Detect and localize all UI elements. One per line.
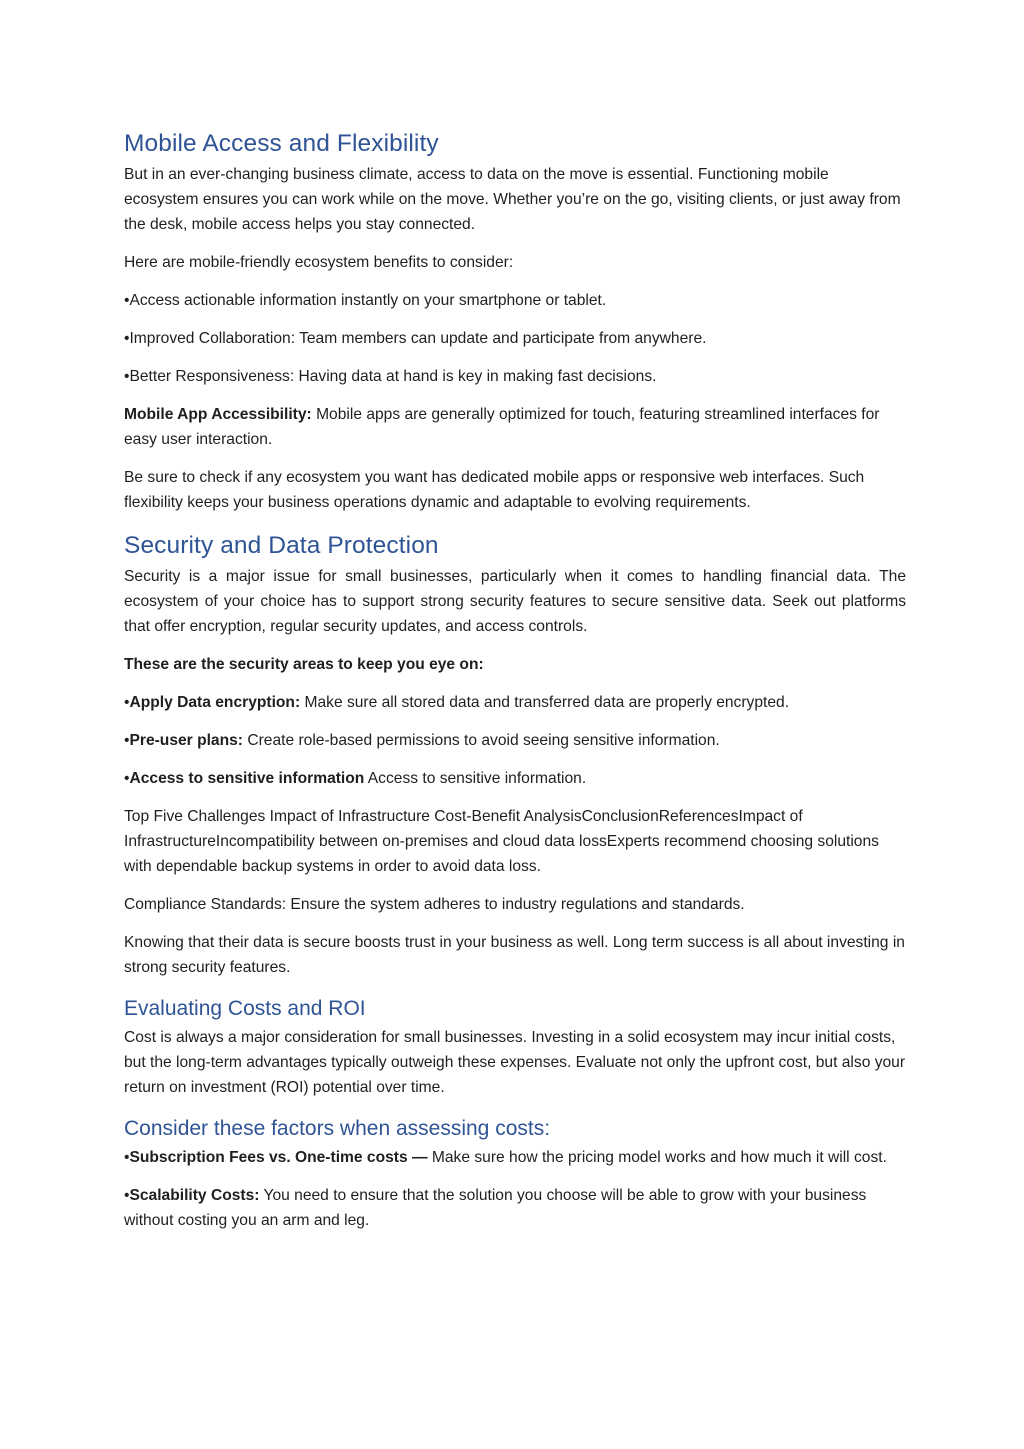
paragraph-costs-intro: Cost is always a major consideration for small businesses. Investing in a solid ecosystem may incur initial costs, but the long-term advantages typically outweigh these expenses. Evaluate not only the upfront cost, but also your return on investment (ROI) potential over time. (124, 1029, 906, 1096)
bullet-label: Subscription Fees vs. One-time costs — (129, 1149, 428, 1166)
bullet-text: Make sure how the pricing model works and how much it will cost. (427, 1149, 887, 1166)
security-lead-label: These are the security areas to keep you eye on: (124, 656, 484, 673)
bullet-label: Apply Data encryption: (129, 694, 301, 711)
paragraph-mobile-closing: Be sure to check if any ecosystem you want has dedicated mobile apps or responsive web interfaces. Such flexibility keeps your business operations dynamic and adaptable to evolving requirements. (124, 469, 865, 511)
bullet-text: Make sure all stored data and transferred data are properly encrypted. (300, 694, 790, 711)
paragraph-mobile-intro: But in an ever-changing business climate, access to data on the move is essential. Functioning mobile ecosystem ensures you can work while on the move. Whether you’re on the go, visiting clients, or just away from the desk, mobile access helps you stay connected. (124, 166, 901, 233)
bullet-text: Better Responsiveness: Having data at hand is key in making fast decisions. (129, 368, 657, 385)
bullet-security-2 (124, 728, 906, 753)
bullet-text: You need to ensure that the solution you choose will be able to grow with your business without costing you an arm and leg. (124, 1187, 867, 1229)
heading-costs-roi: Evaluating Costs and ROI (124, 997, 366, 1020)
heading-security: Security and Data Protection (124, 532, 439, 559)
bullet-security-3 (124, 766, 906, 791)
bullet-cost-2 (124, 1183, 906, 1233)
bullet-cost-1 (124, 1145, 906, 1170)
bullet-text: Access to sensitive information. (364, 770, 587, 787)
heading-mobile-access: Mobile Access and Flexibility (124, 130, 439, 157)
bullet-label: Access to sensitive information (129, 770, 365, 787)
paragraph-security-intro: Security is a major issue for small businesses, particularly when it comes to handling financial data. The ecosystem of your choice has to support strong security features to secure sensitive data. Seek out platforms that offer encryption, regular security updates, and access controls. (124, 568, 906, 635)
bullet-label: Pre-user plans: (129, 732, 243, 749)
mobile-app-label: Mobile App Accessibility: (124, 406, 312, 423)
document-page (124, 126, 906, 1246)
paragraph-compliance: Compliance Standards: Ensure the system adheres to industry regulations and standards. (124, 896, 745, 913)
bullet-label: Scalability Costs: (129, 1187, 260, 1204)
mobile-app-text: Mobile apps are generally optimized for touch, featuring streamlined interfaces for easy user interaction. (124, 406, 880, 448)
bullet-text: Access actionable information instantly on your smartphone or tablet. (129, 292, 607, 309)
bullet-mobile-2 (124, 326, 906, 351)
paragraph-security-lead (124, 652, 906, 677)
paragraph-trust: Knowing that their data is secure boosts trust in your business as well. Long term success is all about investing in strong security features. (124, 934, 905, 976)
bullet-mobile-3 (124, 364, 906, 389)
bullet-security-1 (124, 690, 906, 715)
bullet-text: Improved Collaboration: Team members can update and participate from anywhere. (129, 330, 707, 347)
bullet-text: Create role-based permissions to avoid seeing sensitive information. (243, 732, 720, 749)
bullet-mobile-1 (124, 288, 906, 313)
paragraph-mobile-app (124, 402, 906, 452)
heading-cost-factors: Consider these factors when assessing costs: (124, 1117, 551, 1140)
paragraph-mobile-lead: Here are mobile-friendly ecosystem benefits to consider: (124, 254, 514, 271)
paragraph-challenges: Top Five Challenges Impact of Infrastructure Cost-Benefit AnalysisConclusionReferencesImpact of InfrastructureIncompatibility between on-premises and cloud data lossExperts recommend choosing solutions with dependable backup systems in order to avoid data loss. (124, 808, 879, 875)
